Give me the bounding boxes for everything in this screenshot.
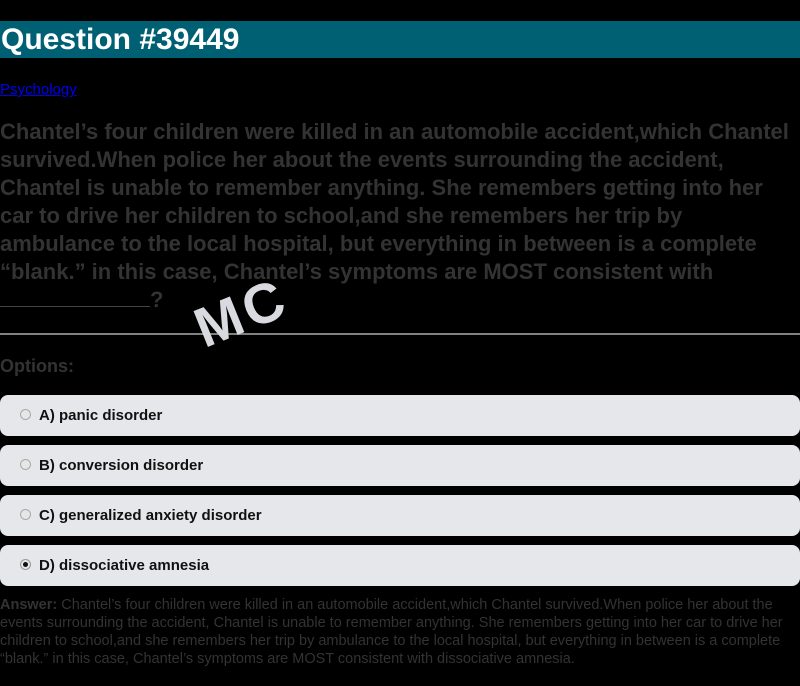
- question-text-body: Chantel’s four children were killed in an automobile accident,which Chantel survived.When police her about the events surrounding the accident, Chantel is unable to remember anything. She remembers getting into her car to drive her children to school,and she remembers her trip by ambulance to the local hospital, but everything in between is a complete “blank.” in this case, Chantel’s symptoms are MOST consistent with: [0, 119, 789, 284]
- answer-prefix: Answer:: [0, 597, 58, 613]
- radio-button-c[interactable]: [20, 509, 31, 520]
- option-label: B) conversion disorder: [39, 457, 204, 474]
- answer-explanation: [0, 596, 800, 668]
- radio-button-d-selected[interactable]: [20, 559, 31, 570]
- options-list: [0, 395, 800, 595]
- options-heading: Options:: [0, 356, 74, 376]
- category-link[interactable]: Psychology: [0, 81, 77, 98]
- option-label: A) panic disorder: [39, 407, 163, 424]
- radio-button-a[interactable]: [20, 409, 31, 420]
- option-label: D) dissociative amnesia: [39, 557, 210, 574]
- answer-text: Chantel’s four children were killed in an automobile accident,which Chantel survived.When police her about the events surrounding the accident, Chantel is unable to remember anything. She remembers getting into her car to drive her children to school,and she remembers her trip by ambulance to the local hospital, but everything in between is a complete “blank.” in this case, Chantel’s symptoms are MOST consistent with dissociative amnesia.: [0, 597, 783, 667]
- option-a[interactable]: [0, 395, 800, 436]
- divider: [0, 333, 800, 335]
- answer-blank: [0, 286, 150, 307]
- option-b[interactable]: [0, 445, 800, 486]
- option-c[interactable]: [0, 495, 800, 536]
- question-mark: ?: [150, 287, 164, 312]
- title-bar: [0, 21, 800, 58]
- option-d[interactable]: [0, 545, 800, 586]
- option-label: C) generalized anxiety disorder: [39, 507, 262, 524]
- page-title: Question #39449: [1, 23, 240, 56]
- question-text: [0, 118, 800, 314]
- radio-button-b[interactable]: [20, 459, 31, 470]
- watermark: MC: [185, 265, 298, 360]
